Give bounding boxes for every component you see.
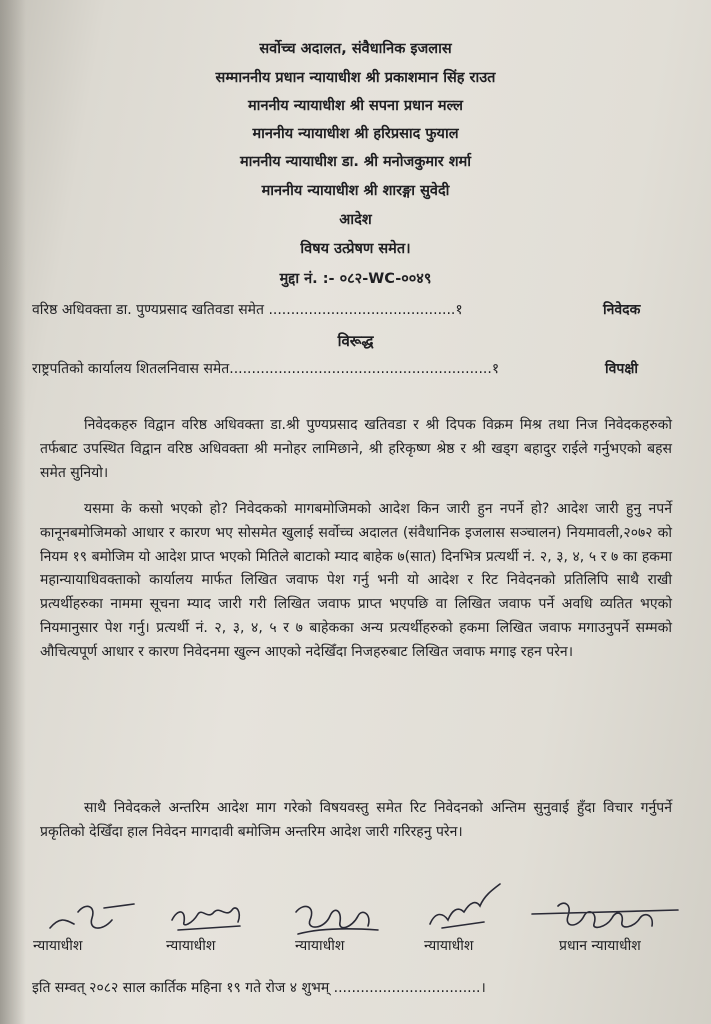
justice-line-2: माननीय न्यायाधीश श्री हरिप्रसाद फुयाल	[252, 126, 459, 142]
signature-mark-3	[290, 898, 382, 938]
signature-label-3: न्यायाधीश	[295, 938, 345, 954]
respondent-name: राष्ट्रपतिको कार्यालय शितलनिवास समेत...........................................................१	[32, 361, 500, 377]
signature-label-4: न्यायाधीश	[424, 938, 474, 954]
justice-line-1: माननीय न्यायाधीश श्री सपना प्रधान मल्ल	[248, 98, 463, 114]
petitioner-role: निवेदक	[603, 302, 641, 318]
order-paragraph-1: निवेदकहरु विद्वान वरिष्ठ अधिवक्ता डा.श्री पुण्यप्रसाद खतिवडा र श्री दिपक विक्रम मिश्र तथा निज निवेदकहरुको तर्फबाट उपस्थित विद्वान वरिष्ठ अधिवक्ता श्री मनोहर लामिछाने, श्री हरिकृष्ण श्रेष्ठ र श्री खड्ग बहादुर राईले गर्नुभएको बहस समेत सुनियो।	[40, 417, 672, 481]
versus-heading: विरूद्ध	[337, 332, 374, 350]
justice-line-3: माननीय न्यायाधीश डा. श्री मनोजकुमार शर्मा	[239, 154, 472, 170]
subject-line: विषय उत्प्रेषण समेत।	[300, 241, 411, 257]
signature-mark-2	[168, 898, 248, 936]
order-paragraph-2: यसमा के कसो भएको हो? निवेदकको मागबमोजिमको आदेश किन जारी हुन नपर्ने हो? आदेश जारी हुनु नपर्ने कानूनबमोजिमको आधार र कारण भए सोसमेत खुलाई सर्वोच्च अदालत (संवैधानिक इजलास सञ्चालन) नियमावली,२०७२ को नियम १९ बमोजिम यो आदेश प्राप्त भएको मितिले बाटाको म्याद बाहेक ७(सात) दिनभित्र प्रत्यर्थी नं. २, ३, ४, ५ र ७ का हकमा महान्यायाधिवक्ताको कार्यालय मार्फत लिखित जवाफ पेश गर्नु भनी यो आदेश र रिट निवेदनको प्रतिलिपि साथै राखी प्रत्यर्थीहरुका नाममा सूचना म्याद जारी गरी लिखित जवाफ प्राप्त भएपछि वा लिखित जवाफ पर्ने अवधि व्यतित भएको नियमानुसार पेश गर्नु। प्रत्यर्थी नं. २, ३, ४, ५ र ७ बाहेकका अन्य प्रत्यर्थीहरुको हकमा लिखित जवाफ मगाउनुपर्ने सम्मको औचित्यपूर्ण आधार र कारण निवेदनमा खुल्न आएको नदेखिँदा निजहरुबाट लिखित जवाफ मगाइ रहन परेन।	[40, 501, 672, 660]
justice-line-4: माननीय न्यायाधीश श्री शारङ्गा सुवेदी	[261, 183, 450, 199]
respondent-role: विपक्षी	[605, 361, 639, 377]
order-paragraph-3: साथै निवेदकले अन्तरिम आदेश माग गरेको विषयवस्तु समेत रिट निवेदनको अन्तिम सुनुवाई हुँदा विचार गर्नुपर्ने प्रकृतिको देखिँदा हाल निवेदन मागदावी बमोजिम अन्तरिम आदेश जारी गरिरहनु परेन।	[40, 800, 672, 840]
signature-mark-4	[424, 880, 506, 932]
court-name: सर्वोच्च अदालत, संवैधानिक इजलास	[259, 41, 452, 57]
chief-justice-line: सम्माननीय प्रधान न्यायाधीश श्री प्रकाशमान सिंह राउत	[215, 70, 496, 86]
case-number: मुद्दा नं. :- ०८२-WC-००४९	[279, 271, 432, 287]
signature-label-chief: प्रधान न्यायाधीश	[559, 938, 641, 954]
signature-mark-1	[44, 898, 140, 936]
signature-label-1: न्यायाधीश	[33, 938, 83, 954]
signature-label-2: न्यायाधीश	[166, 938, 216, 954]
petitioner-name: वरिष्ठ अधिवक्ता डा. पुण्यप्रसाद खतिवडा समेत ..........................................१	[32, 302, 463, 318]
signature-mark-5	[528, 898, 684, 938]
document-type: आदेश	[339, 212, 372, 228]
closing-date-line: इति सम्वत् २०८२ साल कार्तिक महिना १९ गते रोज ४ शुभम् .................................।	[32, 980, 486, 996]
